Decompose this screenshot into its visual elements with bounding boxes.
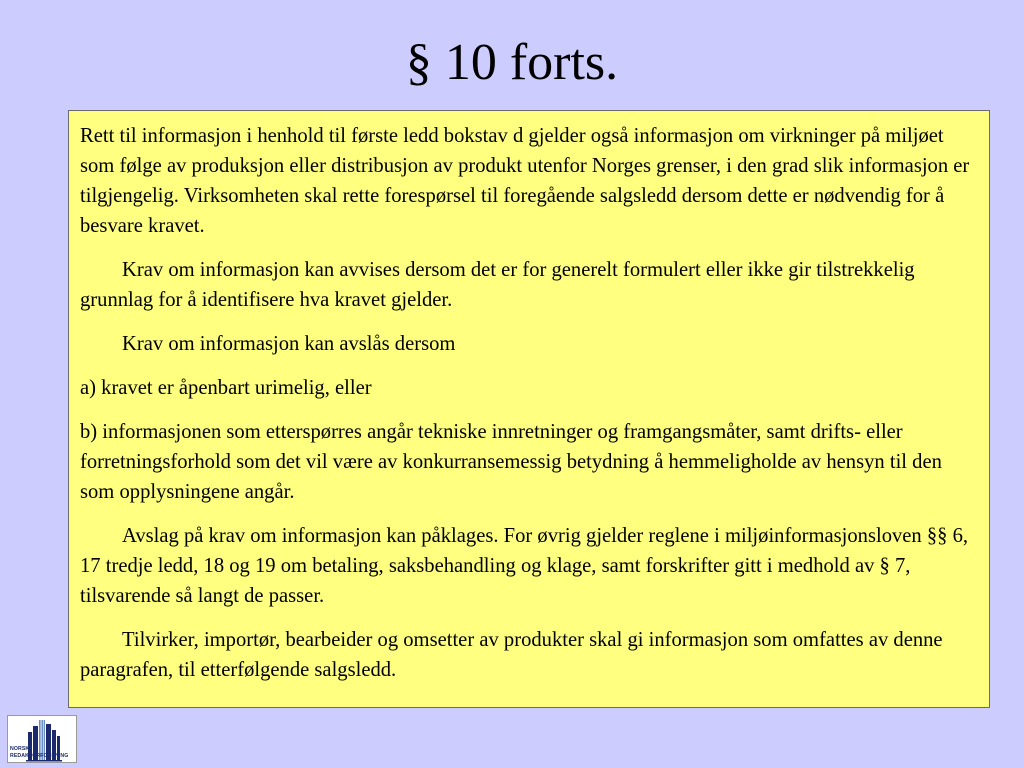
- list-item-a: a) kravet er åpenbart urimelig, eller: [80, 377, 372, 399]
- text-box: [68, 110, 990, 708]
- logo-text-line2: REDAKTØRFORENING: [10, 753, 69, 759]
- logo-text-line1: NORSK: [10, 746, 30, 752]
- paragraph-manufacturer-duty: Tilvirker, importør, bearbeider og omsetter av produkter skal gi informasjon som omfattes av denne paragrafen, til etterfølgende salgsledd.: [80, 629, 943, 681]
- organization-logo: [7, 715, 77, 763]
- paragraph-information-rights: Rett til informasjon i henhold til første ledd bokstav d gjelder også informasjon om virkninger på miljøet som følge av produksjon eller distribusjon av produkt utenfor Norges grenser, i den grad slik informasjon er tilgjengelig. Virksomheten skal rette forespørsel til foregående salgsledd dersom dette er nødvendig for å besvare kravet.: [80, 125, 970, 237]
- paragraph-appeal: Avslag på krav om informasjon kan påklages. For øvrig gjelder reglene i miljøinformasjonsloven §§ 6, 17 tredje ledd, 18 og 19 om betaling, saksbehandling og klage, samt forskrifter gitt i medhold av § 7, tilsvarende så langt de passer.: [80, 525, 969, 607]
- list-item-b: b) informasjonen som etterspørres angår tekniske innretninger og framgangsmåter, samt drifts- eller forretningsforhold som det vil være av konkurransemessig betydning å hemmeligholde av hensyn til den som opplysningene angår.: [80, 421, 942, 503]
- paragraph-request-rejection: Krav om informasjon kan avvises dersom det er for generelt formulert eller ikke gir tilstrekkelig grunnlag for å identifisere hva kravet gjelder.: [80, 259, 915, 311]
- slide-title: § 10 forts.: [405, 34, 619, 91]
- paragraph-refusal-conditions: Krav om informasjon kan avslås dersom: [122, 333, 456, 355]
